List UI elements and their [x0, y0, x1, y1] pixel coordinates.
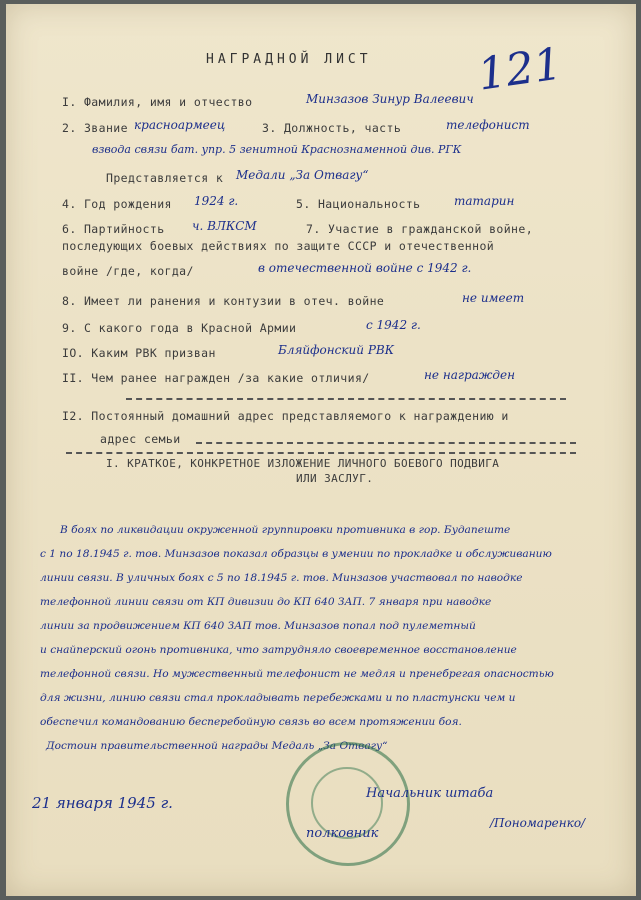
field-5-value: татарин: [454, 194, 515, 208]
field-7-label-b: последующих боевых действиях по защите СССР и отечественной: [62, 239, 495, 253]
official-seal-stamp: [286, 742, 410, 866]
field-7-value: в отечественной войне с 1942 г.: [258, 261, 472, 275]
field-11-label: II. Чем ранее награжден /за какие отличия/: [62, 371, 370, 385]
field-8-value: не имеет: [462, 291, 525, 305]
field-2-value: красноармеец: [134, 118, 226, 132]
address-rule: [196, 442, 576, 444]
document-title: НАГРАДНОЙ ЛИСТ: [206, 52, 372, 67]
document-date: 21 января 1945 г.: [32, 794, 173, 812]
field-5-label: 5. Национальность: [296, 197, 421, 211]
signer-rank: полковник: [306, 826, 379, 841]
body-line: В боях по ликвидации окруженной группировки противника в гор. Будапеште: [60, 524, 511, 536]
body-line: с 1 по 18.1945 г. тов. Минзазов показал образцы в умении по прокладке и обслуживанию: [40, 548, 552, 560]
field-10-label: IO. Каким РВК призван: [62, 346, 216, 360]
section-heading-a: I. КРАТКОЕ, КОНКРЕТНОЕ ИЗЛОЖЕНИЕ ЛИЧНОГО БОЕВОГО ПОДВИГА: [106, 457, 500, 470]
body-line: линии за продвижением КП 640 ЗАП тов. Минзазов попал под пулеметный: [40, 620, 476, 632]
field-2-label: 2. Звание: [62, 121, 128, 135]
field-3-label: 3. Должность, часть: [262, 121, 402, 135]
presented-label: Представляется к: [106, 171, 224, 185]
field-3-value-a: телефонист: [446, 118, 530, 132]
section-heading-b: ИЛИ ЗАСЛУГ.: [296, 472, 374, 485]
body-line: телефонной связи. Но мужественный телефонист не медля и пренебрегая опасностью: [40, 668, 554, 680]
field-4-label: 4. Год рождения: [62, 197, 172, 211]
field-3-value-b: взвода связи бат. упр. 5 зенитной Краснознаменной див. РГК: [92, 143, 462, 156]
field-10-value: Бляйфонский РВК: [278, 343, 394, 357]
field-1-label: I. Фамилия, имя и отчество: [62, 95, 253, 109]
field-1-value: Минзазов Зинур Валеевич: [306, 92, 474, 106]
registration-number: 121: [474, 38, 566, 101]
field-11-value: не награжден: [424, 368, 516, 382]
body-line: для жизни, линию связи стал прокладывать перебежками и по пластунски чем и: [40, 692, 516, 704]
field-12-label: I2. Постоянный домашний адрес представляемого к награждению и: [62, 409, 509, 423]
field-9-value: с 1942 г.: [366, 318, 421, 332]
section-rule: [66, 452, 576, 454]
field-6-label: 6. Партийность: [62, 222, 165, 236]
body-line: телефонной линии связи от КП дивизии до КП 640 ЗАП. 7 января при наводке: [40, 596, 492, 608]
field-7-label-c: войне /где, когда/: [62, 264, 194, 278]
signer-name: /Пономаренко/: [490, 816, 586, 830]
presented-value: Медали „За Отвагу“: [236, 168, 369, 182]
signer-position: Начальник штаба: [366, 786, 494, 801]
field-12-label-b: адрес семьи: [100, 432, 181, 446]
body-line: обеспечил командованию бесперебойную связь во всем протяжении боя.: [40, 716, 462, 728]
body-line: линии связи. В уличных боях с 5 по 18.1945 г. тов. Минзазов участвовал по наводке: [40, 572, 523, 584]
field-7-label: 7. Участие в гражданской войне,: [306, 222, 534, 236]
dotted-rule: [126, 398, 566, 400]
body-line: Достоин правительственной награды Медаль „За Отвагу“: [46, 740, 388, 752]
body-line: и снайперский огонь противника, что затрудняло своевременное восстановление: [40, 644, 517, 656]
award-sheet: [6, 4, 636, 896]
field-4-value: 1924 г.: [194, 194, 239, 208]
field-6-value: ч. ВЛКСМ: [192, 219, 257, 233]
field-9-label: 9. С какого года в Красной Армии: [62, 321, 297, 335]
field-8-label: 8. Имеет ли ранения и контузии в отеч. войне: [62, 294, 385, 308]
